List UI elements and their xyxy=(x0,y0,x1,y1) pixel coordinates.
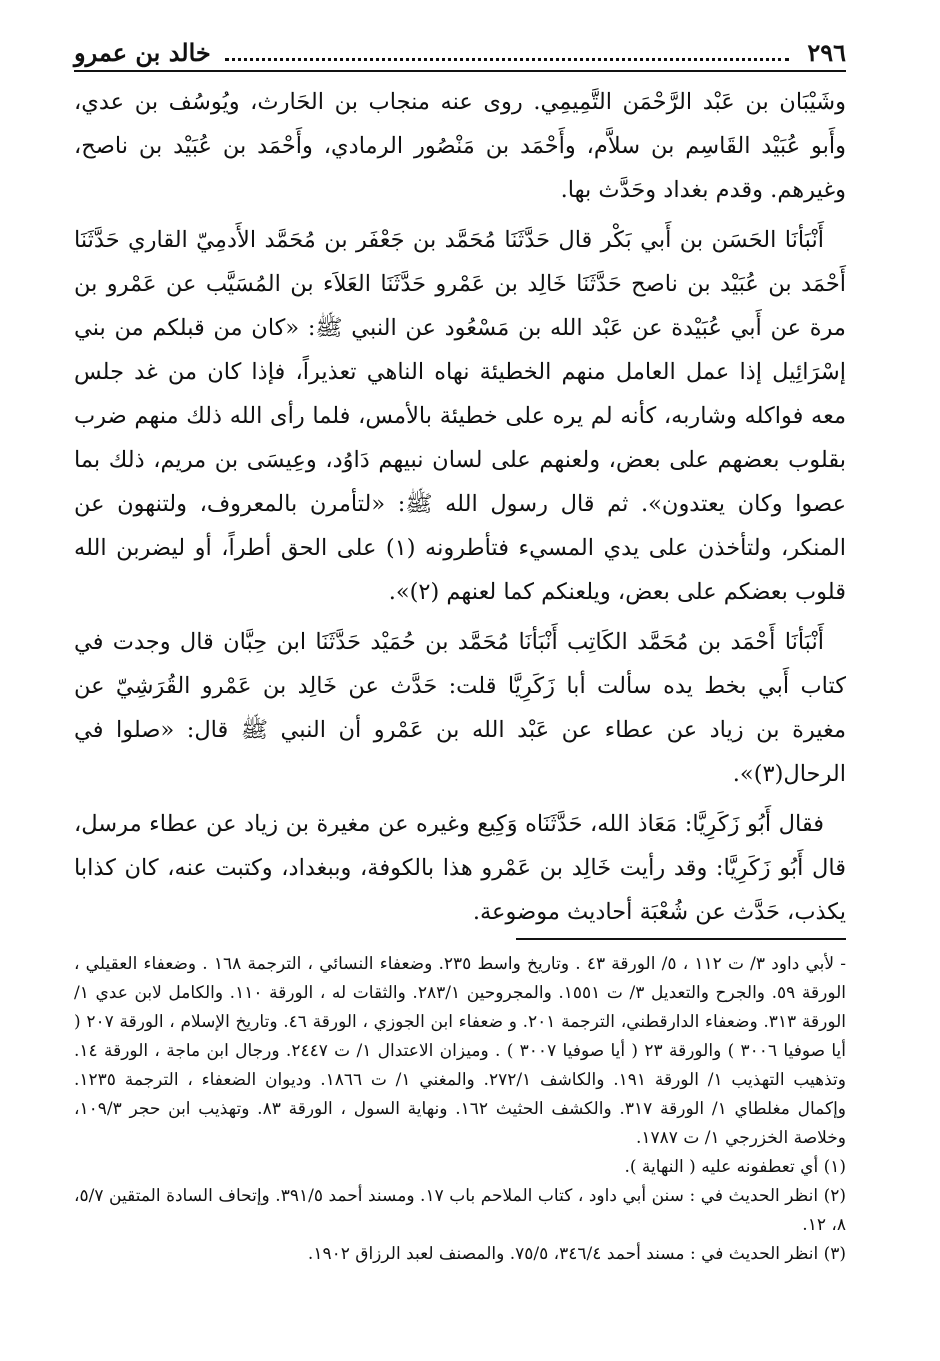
running-title: خالد بن عمرو xyxy=(74,38,211,67)
paragraph: فقال أَبُو زَكَرِيَّا: مَعَاذ الله، حَدَّثَنَاه وَكِيع وغيره عن مغيرة بن زياد عن عطاء مرسل، قال أَبُو زَكَرِيَّا: وقد رأيت خَالِد بن عَمْرو هذا بالكوفة، وببغداد، وكتبت عنه، كان كذابا يكذب، حَدَّث عن شُعْبَة أحاديث موضوعة. xyxy=(74,811,846,925)
paragraph: أَنْبَأنَا أَحْمَد بن مُحَمَّد الكَاتِب أَنْبَأنَا مُحَمَّد بن حُمَيْد حَدَّثَنَا ابن حِبَّان قال وجدت في كتاب أَبي بخط يده سألت أبا زَكَرِيَّا قلت: حَدَّث عن خَالِد بن عَمْرو القُرَشِيّ عن مغيرة بن زياد عن عطاء عن عَبْد الله بن عَمْرو أن النبي ﷺ قال: «صلوا في الرحال(٣)». xyxy=(74,629,846,787)
footnote: (١) أي تعطفونه عليه ( النهاية ). xyxy=(624,1157,846,1177)
main-text xyxy=(74,80,846,934)
page-header xyxy=(74,38,846,72)
footnote: (٣) انظر الحديث في : مسند أحمد ٣٤٦/٤، ٧٥/٥. والمصنف لعبد الرزاق ١٩٠٢. xyxy=(307,1244,846,1264)
footnote-divider xyxy=(516,938,846,940)
paragraph: وشَيْبَان بن عَبْد الرَّحْمَن التَّمِيمِي. روى عنه منجاب بن الحَارث، ويُوسُف بن عدي، وأَبو عُبَيْد القَاسِم بن سلاَّم، وأَحْمَد بن مَنْصُور الرمادي، وأَحْمَد بن عُبَيْد بن ناصح، وغيرهم. وقدم بغداد وحَدَّث بها. xyxy=(74,89,846,203)
page-number: ٢٩٦ xyxy=(807,38,846,67)
paragraph: أَنْبَأنَا الحَسَن بن أَبي بَكْر قال حَدَّثَنَا مُحَمَّد بن جَعْفَر بن مُحَمَّد الأَدمِيّ القاري حَدَّثَنَا أَحْمَد بن عُبَيْد بن ناصح حَدَّثَنَا خَالِد بن عَمْرو حَدَّثَنَا العَلاَء بن المُسَيَّب عن عَمْرو بن مرة عن أَبي عُبَيْدة عن عَبْد الله بن مَسْعُود عن النبي ﷺ: «كان من قبلكم من بني إسْرَائِيل إذا عمل العامل منهم الخطيئة نهاه الناهي تعذيراً، فإذا كان من غد جلس معه فواكله وشاربه، كأنه لم يره على خطيئة بالأمس، فلما رأى الله ذلك منهم ضرب بقلوب بعضهم على بعض، ولعنهم على لسان نبيهم دَاوُد، وعِيسَى بن مريم، ذلك بما عصوا وكان يعتدون». ثم قال رسول الله ﷺ: «لتأمرن بالمعروف، ولتنهون عن المنكر، ولتأخذن على يدي المسيء فتأطرونه (١) على الحق أطراً، أو ليضربن الله قلوب بعضكم على بعض، ويلعنكم كما لعنهم (٢)». xyxy=(74,227,846,605)
footnote: (٢) انظر الحديث في : سنن أبي داود ، كتاب الملاحم باب ١٧. ومسند أحمد ٣٩١/٥. وإتحاف السادة المتقين ٥/٧، ٨، ١٢. xyxy=(74,1186,846,1235)
footnotes xyxy=(74,950,846,1269)
footnote: - لأبي داود ٣/ ت ١١٢ ، ٥/ الورقة ٤٣ . وتاريخ واسط ٢٣٥. وضعفاء النسائي ، الترجمة ١٦٨ . وضعفاء العقيلي ، الورقة ٥٩. والجرح والتعديل ٣/ ت ١٥٥١. والمجروحين ٢٨٣/١. والثقات له ، الورقة ١١٠. والكامل لابن عدي ١/ الورقة ٣١٣. وضعفاء الدارقطني، الترجمة ٢٠١. و ضعفاء ابن الجوزي ، الورقة ٤٦. وتاريخ الإسلام ، الورقة ٢٠٧ ( أيا صوفيا ٣٠٠٦ ) والورقة ٢٣ ( أيا صوفيا ٣٠٠٧ ) . وميزان الاعتدال ١/ ت ٢٤٤٧. ورجال ابن ماجة ، الورقة ١٤. وتذهيب التهذيب ١/ الورقة ١٩١. والكاشف ٢٧٢/١. والمغني ١/ ت ١٨٦٦. وديوان الضعفاء ، الترجمة ١٢٣٥. وإكمال مغلطاي ١/ الورقة ٣١٧. والكشف الحثيث ١٦٢. ونهاية السول ، الورقة ٨٣. وتهذيب ابن حجر ١٠٩/٣، وخلاصة الخزرجي ١/ ت ١٧٨٧. xyxy=(74,954,847,1148)
dotted-leader xyxy=(225,58,790,61)
